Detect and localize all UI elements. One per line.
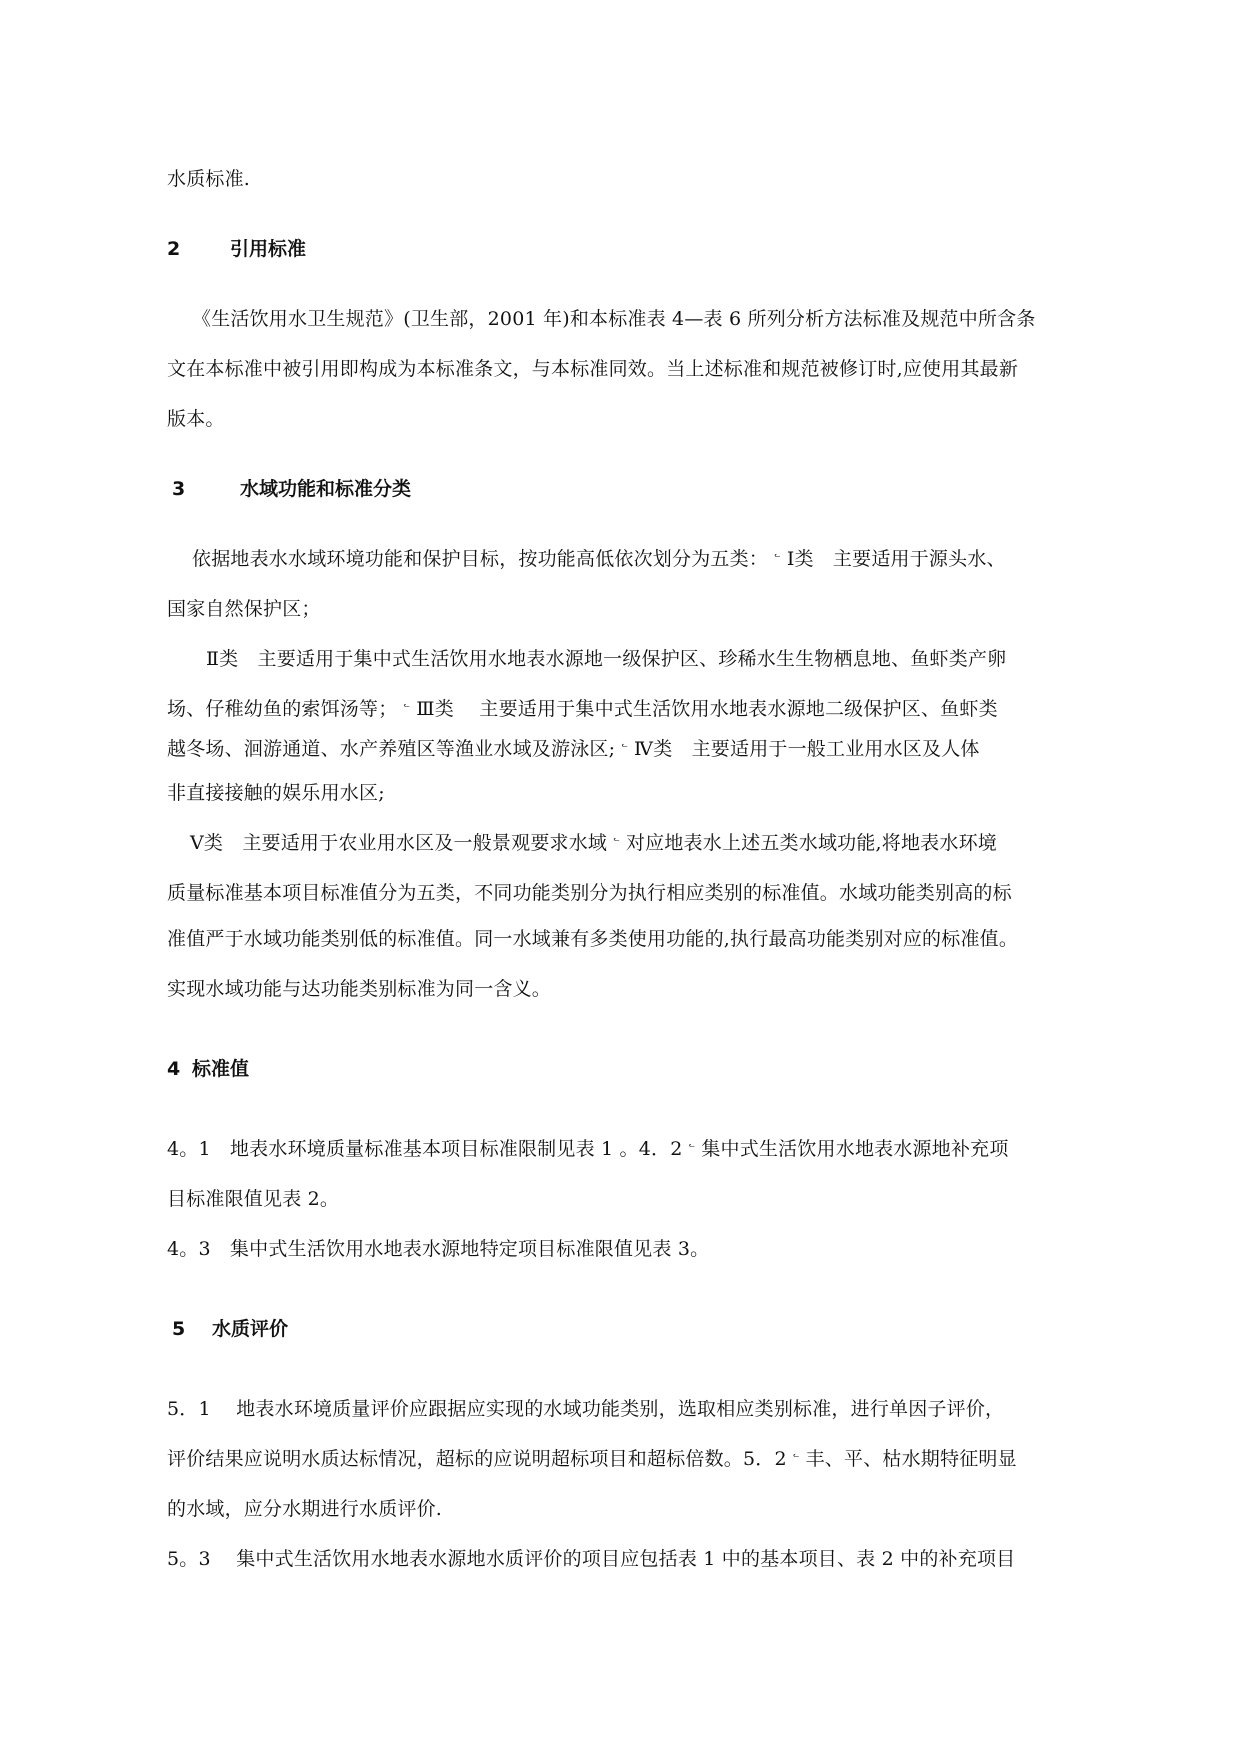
text-run: Ⅲ类 主要适用于集中式生活饮用水地表水源地二级保护区、鱼虾类	[416, 698, 998, 720]
paragraph-mark-icon: ᓪ	[403, 702, 411, 715]
paragraph-line: 非直接接触的娱乐用水区;	[167, 782, 385, 804]
paragraph-line: 实现水域功能与达功能类别标准为同一含义。	[167, 978, 552, 1000]
paragraph-line: 水质标准.	[167, 168, 251, 190]
paragraph-line	[167, 696, 1087, 722]
section-5-title: 水质评价	[212, 1318, 289, 1340]
paragraph-line	[167, 1446, 1087, 1472]
paragraph-mark-icon: ᓪ	[613, 836, 620, 849]
section-3-number: 3	[172, 478, 186, 500]
paragraph-line: 国家自然保护区；	[167, 598, 321, 620]
paragraph-line	[167, 736, 1087, 762]
section-4-number: 4	[167, 1058, 181, 1080]
paragraph-line: 质量标准基本项目标准值分为五类，不同功能类别分为执行相应类别的标准值。水域功能类别高的标	[167, 882, 1012, 904]
text-run: 4。1 地表水环境质量标准基本项目标准限制见表 1 。4．2	[167, 1138, 683, 1160]
paragraph-line	[167, 1136, 1087, 1162]
section-3-title: 水域功能和标准分类	[240, 478, 412, 500]
section-4-title: 标准值	[192, 1058, 250, 1080]
text-run: 评价结果应说明水质达标情况，超标的应说明超标项目和超标倍数。5．2	[167, 1448, 787, 1470]
paragraph-line: 《生活饮用水卫生规范》(卫生部，2001 年)和本标准表 4—表 6 所列分析方法标准及规范中所含条	[192, 308, 1036, 330]
text-run: 越冬场、洄游通道、水产养殖区等渔业水域及游泳区;	[167, 738, 616, 760]
paragraph-line	[192, 546, 1112, 572]
text-run: Ⅴ类 主要适用于农业用水区及一般景观要求水域	[190, 832, 608, 854]
paragraph-line: 的水域，应分水期进行水质评价.	[167, 1498, 443, 1520]
text-run: 场、仔稚幼鱼的索饵汤等；	[167, 698, 398, 720]
paragraph-line: 5．1 地表水环境质量评价应跟据应实现的水域功能类别，选取相应类别标准，进行单因子评价，	[167, 1398, 1005, 1420]
section-2-title: 引用标准	[230, 238, 307, 260]
paragraph-mark-icon: ᓪ	[774, 552, 781, 565]
paragraph-line: 5。3 集中式生活饮用水地表水源地水质评价的项目应包括表 1 中的基本项目、表 2 中的补充项目	[167, 1548, 1016, 1570]
paragraph-line: Ⅱ类 主要适用于集中式生活饮用水地表水源地一级保护区、珍稀水生生物栖息地、鱼虾类产卵	[206, 648, 1007, 670]
section-5-number: 5	[172, 1318, 186, 1340]
paragraph-mark-icon: ᓪ	[688, 1142, 696, 1155]
text-run: 丰、平、枯水期特征明显	[805, 1448, 1017, 1470]
paragraph-line	[190, 830, 1110, 856]
section-2-number: 2	[167, 238, 181, 260]
text-run: 对应地表水上述五类水域功能,将地表水环境	[625, 832, 997, 854]
text-run: Ⅰ类 主要适用于源头水、	[786, 548, 1006, 570]
text-run: 集中式生活饮用水地表水源地补充项	[701, 1138, 1009, 1160]
paragraph-mark-icon: ᓪ	[792, 1452, 800, 1465]
paragraph-line: 文在本标准中被引用即构成为本标准条文，与本标准同效。当上述标准和规范被修订时,应使用其最新	[167, 358, 1019, 380]
paragraph-line: 版本。	[167, 408, 225, 430]
paragraph-mark-icon: ᓪ	[621, 742, 629, 755]
text-run: 依据地表水水域环境功能和保护目标，按功能高低依次划分为五类：	[192, 548, 769, 570]
paragraph-line: 4。3 集中式生活饮用水地表水源地特定项目标准限值见表 3。	[167, 1238, 710, 1260]
text-run: Ⅳ类 主要适用于一般工业用水区及人体	[634, 738, 980, 760]
paragraph-line: 目标准限值见表 2。	[167, 1188, 340, 1210]
paragraph-line: 准值严于水域功能类别低的标准值。同一水域兼有多类使用功能的,执行最高功能类别对应的标准值。	[167, 928, 1019, 950]
